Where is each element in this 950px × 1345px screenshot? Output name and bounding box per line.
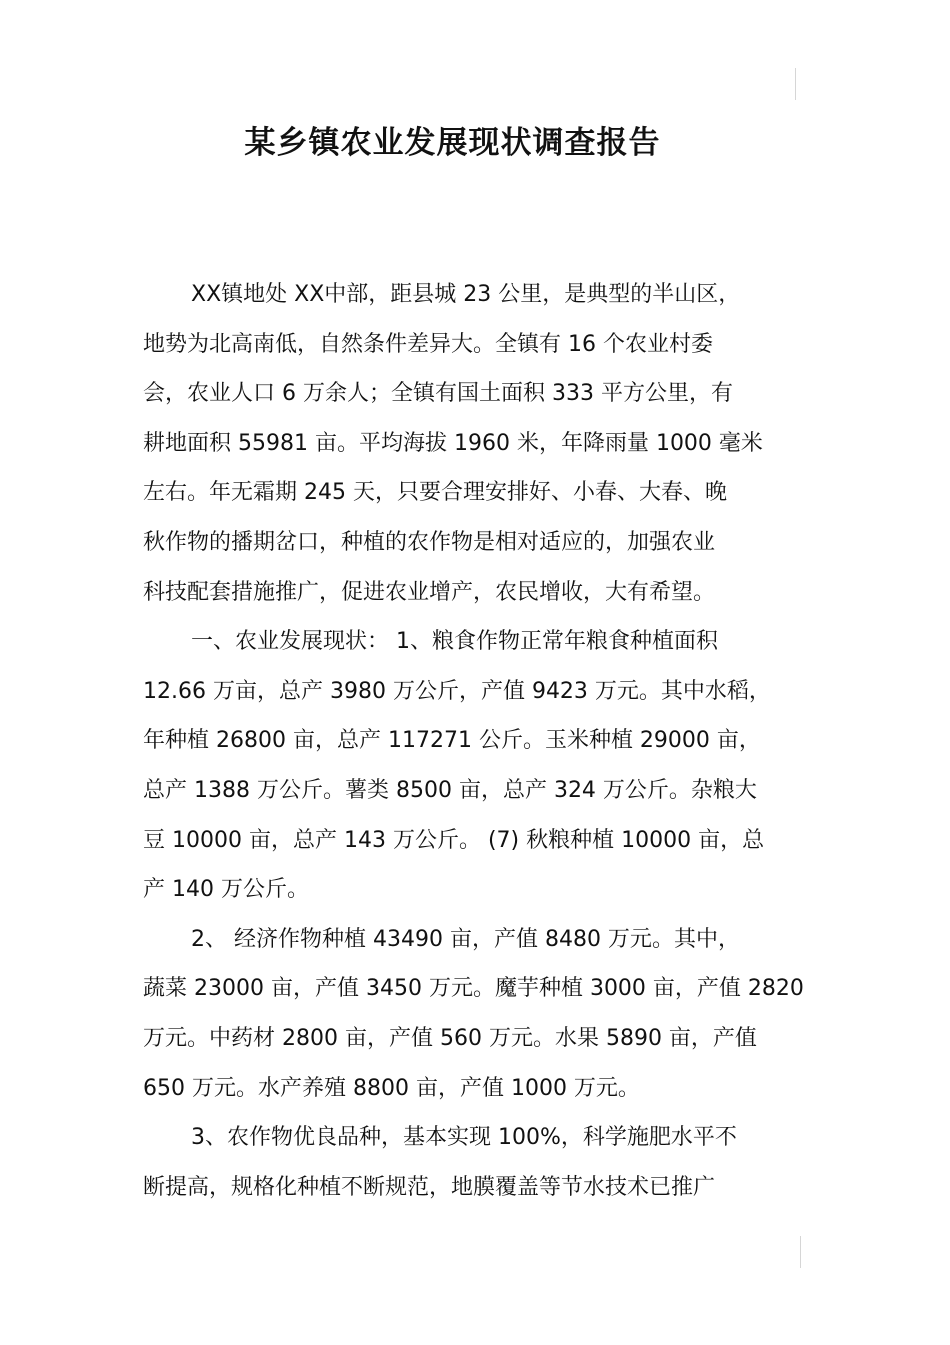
text-line: 年种植 26800 亩，总产 117271 公斤。玉米种植 29000 亩， <box>143 728 761 754</box>
text-line: 一、农业发展现状： 1、粮食作物正常年粮食种植面积 <box>191 629 718 655</box>
text-line: 断提高，规格化种植不断规范，地膜覆盖等节水技术已推广 <box>143 1174 716 1200</box>
text-line: 耕地面积 55981 亩。平均海拔 1960 米，年降雨量 1000 毫米 <box>143 430 763 456</box>
text-line: 左右。年无霜期 245 天，只要合理安排好、小春、大春、晚 <box>143 480 727 506</box>
text-line: 总产 1388 万公斤。薯类 8500 亩，总产 324 万公斤。杂粮大 <box>143 777 757 803</box>
text-line: 豆 10000 亩，总产 143 万公斤。 (7) 秋粮种植 10000 亩，总 <box>143 827 765 853</box>
text-line: 会，农业人口 6 万余人；全镇有国土面积 333 平方公里，有 <box>143 381 733 407</box>
text-line: 产 140 万公斤。 <box>143 877 309 903</box>
text-line: 650 万元。水产养殖 8800 亩，产值 1000 万元。 <box>143 1075 640 1101</box>
document-title: 某乡镇农业发展现状调查报告 <box>244 125 661 161</box>
text-line: XX镇地处 XX中部，距县城 23 公里，是典型的半山区， <box>191 282 741 307</box>
text-line: 2、 经济作物种植 43490 亩，产值 8480 万元。其中， <box>191 926 740 952</box>
text-line: 秋作物的播期岔口，种植的农作物是相对适应的，加强农业 <box>143 529 716 555</box>
text-line: 地势为北高南低，自然条件差异大。全镇有 16 个农业村委 <box>143 331 713 357</box>
bottom-right-edge-mark <box>800 1236 801 1268</box>
document-body <box>143 270 823 1212</box>
top-right-edge-mark <box>795 68 796 100</box>
text-line: 3、农作物优良品种，基本实现 100%，科学施肥水平不 <box>191 1125 737 1151</box>
text-line: 科技配套措施推广，促进农业增产，农民增收，大有希望。 <box>143 579 716 605</box>
text-line: 万元。中药材 2800 亩，产值 560 万元。水果 5890 亩，产值 <box>143 1025 757 1051</box>
text-line: 蔬菜 23000 亩，产值 3450 万元。魔芋种植 3000 亩，产值 2820 <box>143 976 804 1002</box>
text-line: 12.66 万亩，总产 3980 万公斤，产值 9423 万元。其中水稻， <box>143 678 771 704</box>
